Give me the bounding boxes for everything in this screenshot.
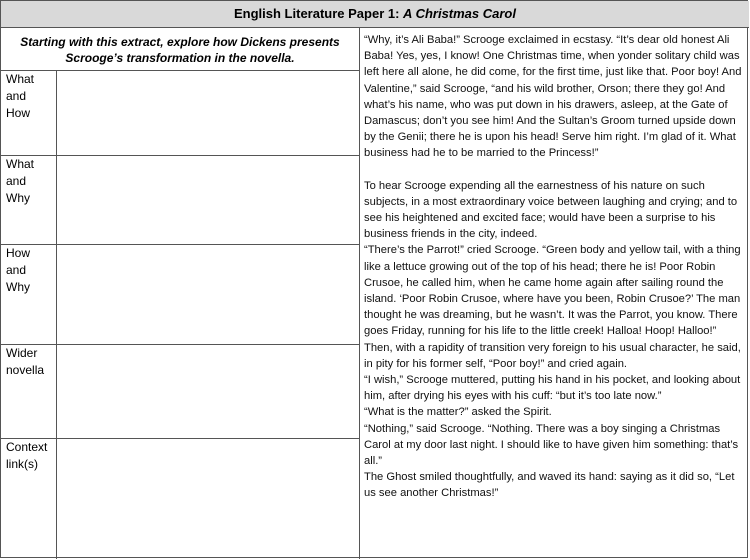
column-divider — [359, 28, 360, 559]
row-label-line: Why — [6, 191, 30, 205]
row-label-line: What — [6, 157, 35, 171]
row-label — [1, 71, 57, 155]
row-label-line: How — [6, 246, 31, 260]
extract-paragraph: The Ghost smiled thoughtfully, and waved its hand: saying as it did so, “Let us see another Christmas!” — [364, 471, 735, 500]
row-label-line: link(s) — [6, 457, 38, 471]
paragraph-gap — [364, 162, 746, 178]
row-label-line: novella — [6, 363, 45, 377]
row-label-line: How — [6, 106, 31, 120]
extract-paragraph: To hear Scrooge expending all the earnestness of his nature on such subjects, in a most extraordinary voice between laughing and crying; and to see his heightened and excited face; would have been a surprise to his business friends in the city, indeed. — [364, 179, 738, 241]
analysis-table — [1, 28, 359, 559]
question-line-1: Starting with this extract, explore how Dickens presents — [20, 35, 340, 49]
row-context-links — [1, 439, 359, 559]
row-label-line: and — [6, 89, 27, 103]
extract-text — [364, 32, 746, 502]
question-prompt — [1, 28, 359, 71]
row-what-and-why — [1, 156, 359, 245]
extract-paragraph: “Why, it’s Ali Baba!” Scrooge exclaimed in ecstasy. “It’s dear old honest Ali Baba! Yes, yes, I know! One Christmas time, when yonder solitary child was left here all alone, he did come, for the first time, just like that. Poor boy! And Valentine,” said Scrooge, “and his wild brother, Orson; there they go! And what’s his name, who was put down in his drawers, asleep, at the Gate of Damascus; don’t you see him! And the Sultan’s Groom turned upside down by the Genii; there he is upon his head! Serve him right. I’m glad of it. What business had he to be married to the Princess!” — [364, 34, 742, 160]
worksheet-title — [1, 1, 749, 28]
row-label-line: Why — [6, 280, 30, 294]
row-label — [1, 156, 57, 244]
question-line-2: Scrooge’s transformation in the novella. — [65, 51, 295, 65]
answer-box-wider-novella[interactable] — [57, 345, 359, 438]
extract-paragraph: Then, with a rapidity of transition very foreign to his usual character, he said, in pity for his former self, “Poor boy!” and cried again. — [364, 341, 741, 370]
extract-paragraph: “What is the matter?” asked the Spirit. — [364, 406, 552, 419]
row-label — [1, 439, 57, 559]
answer-box-context-links[interactable] — [57, 439, 359, 559]
row-what-and-how — [1, 71, 359, 156]
title-prefix: English Literature Paper 1: — [234, 6, 404, 21]
row-wider-novella — [1, 345, 359, 439]
row-label-line: and — [6, 174, 27, 188]
extract-paragraph: “Nothing,” said Scrooge. “Nothing. There was a boy singing a Christmas Carol at my door last night. I should like to have given him something: that’s all.” — [364, 422, 739, 468]
answer-box-what-and-how[interactable] — [57, 71, 359, 155]
row-label-line: Wider — [6, 346, 38, 360]
row-label — [1, 345, 57, 438]
extract-paragraph: “I wish,” Scrooge muttered, putting his hand in his pocket, and looking about him, after drying his eyes with his cuff: “but it’s too late now.” — [364, 374, 741, 403]
title-italic: A Christmas Carol — [403, 6, 516, 21]
row-how-and-why — [1, 245, 359, 345]
extract-paragraph: “There’s the Parrot!” cried Scrooge. “Green body and yellow tail, with a thing like a lettuce growing out of the top of his head; there he is! Poor Robin Crusoe, he called him, when he came home again after sailing round the island. ‘Poor Robin Crusoe, where have you been, Robin Crusoe?’ The man thought he was dreaming, but he wasn’t. It was the Parrot, you know. There goes Friday, running for his life to the little creek! Halloa! Hoop! Halloo!” — [364, 244, 741, 338]
row-label-line: and — [6, 263, 27, 277]
answer-box-how-and-why[interactable] — [57, 245, 359, 344]
row-label-line: What — [6, 72, 35, 86]
row-label-line: Context — [6, 440, 48, 454]
row-label — [1, 245, 57, 344]
answer-box-what-and-why[interactable] — [57, 156, 359, 244]
